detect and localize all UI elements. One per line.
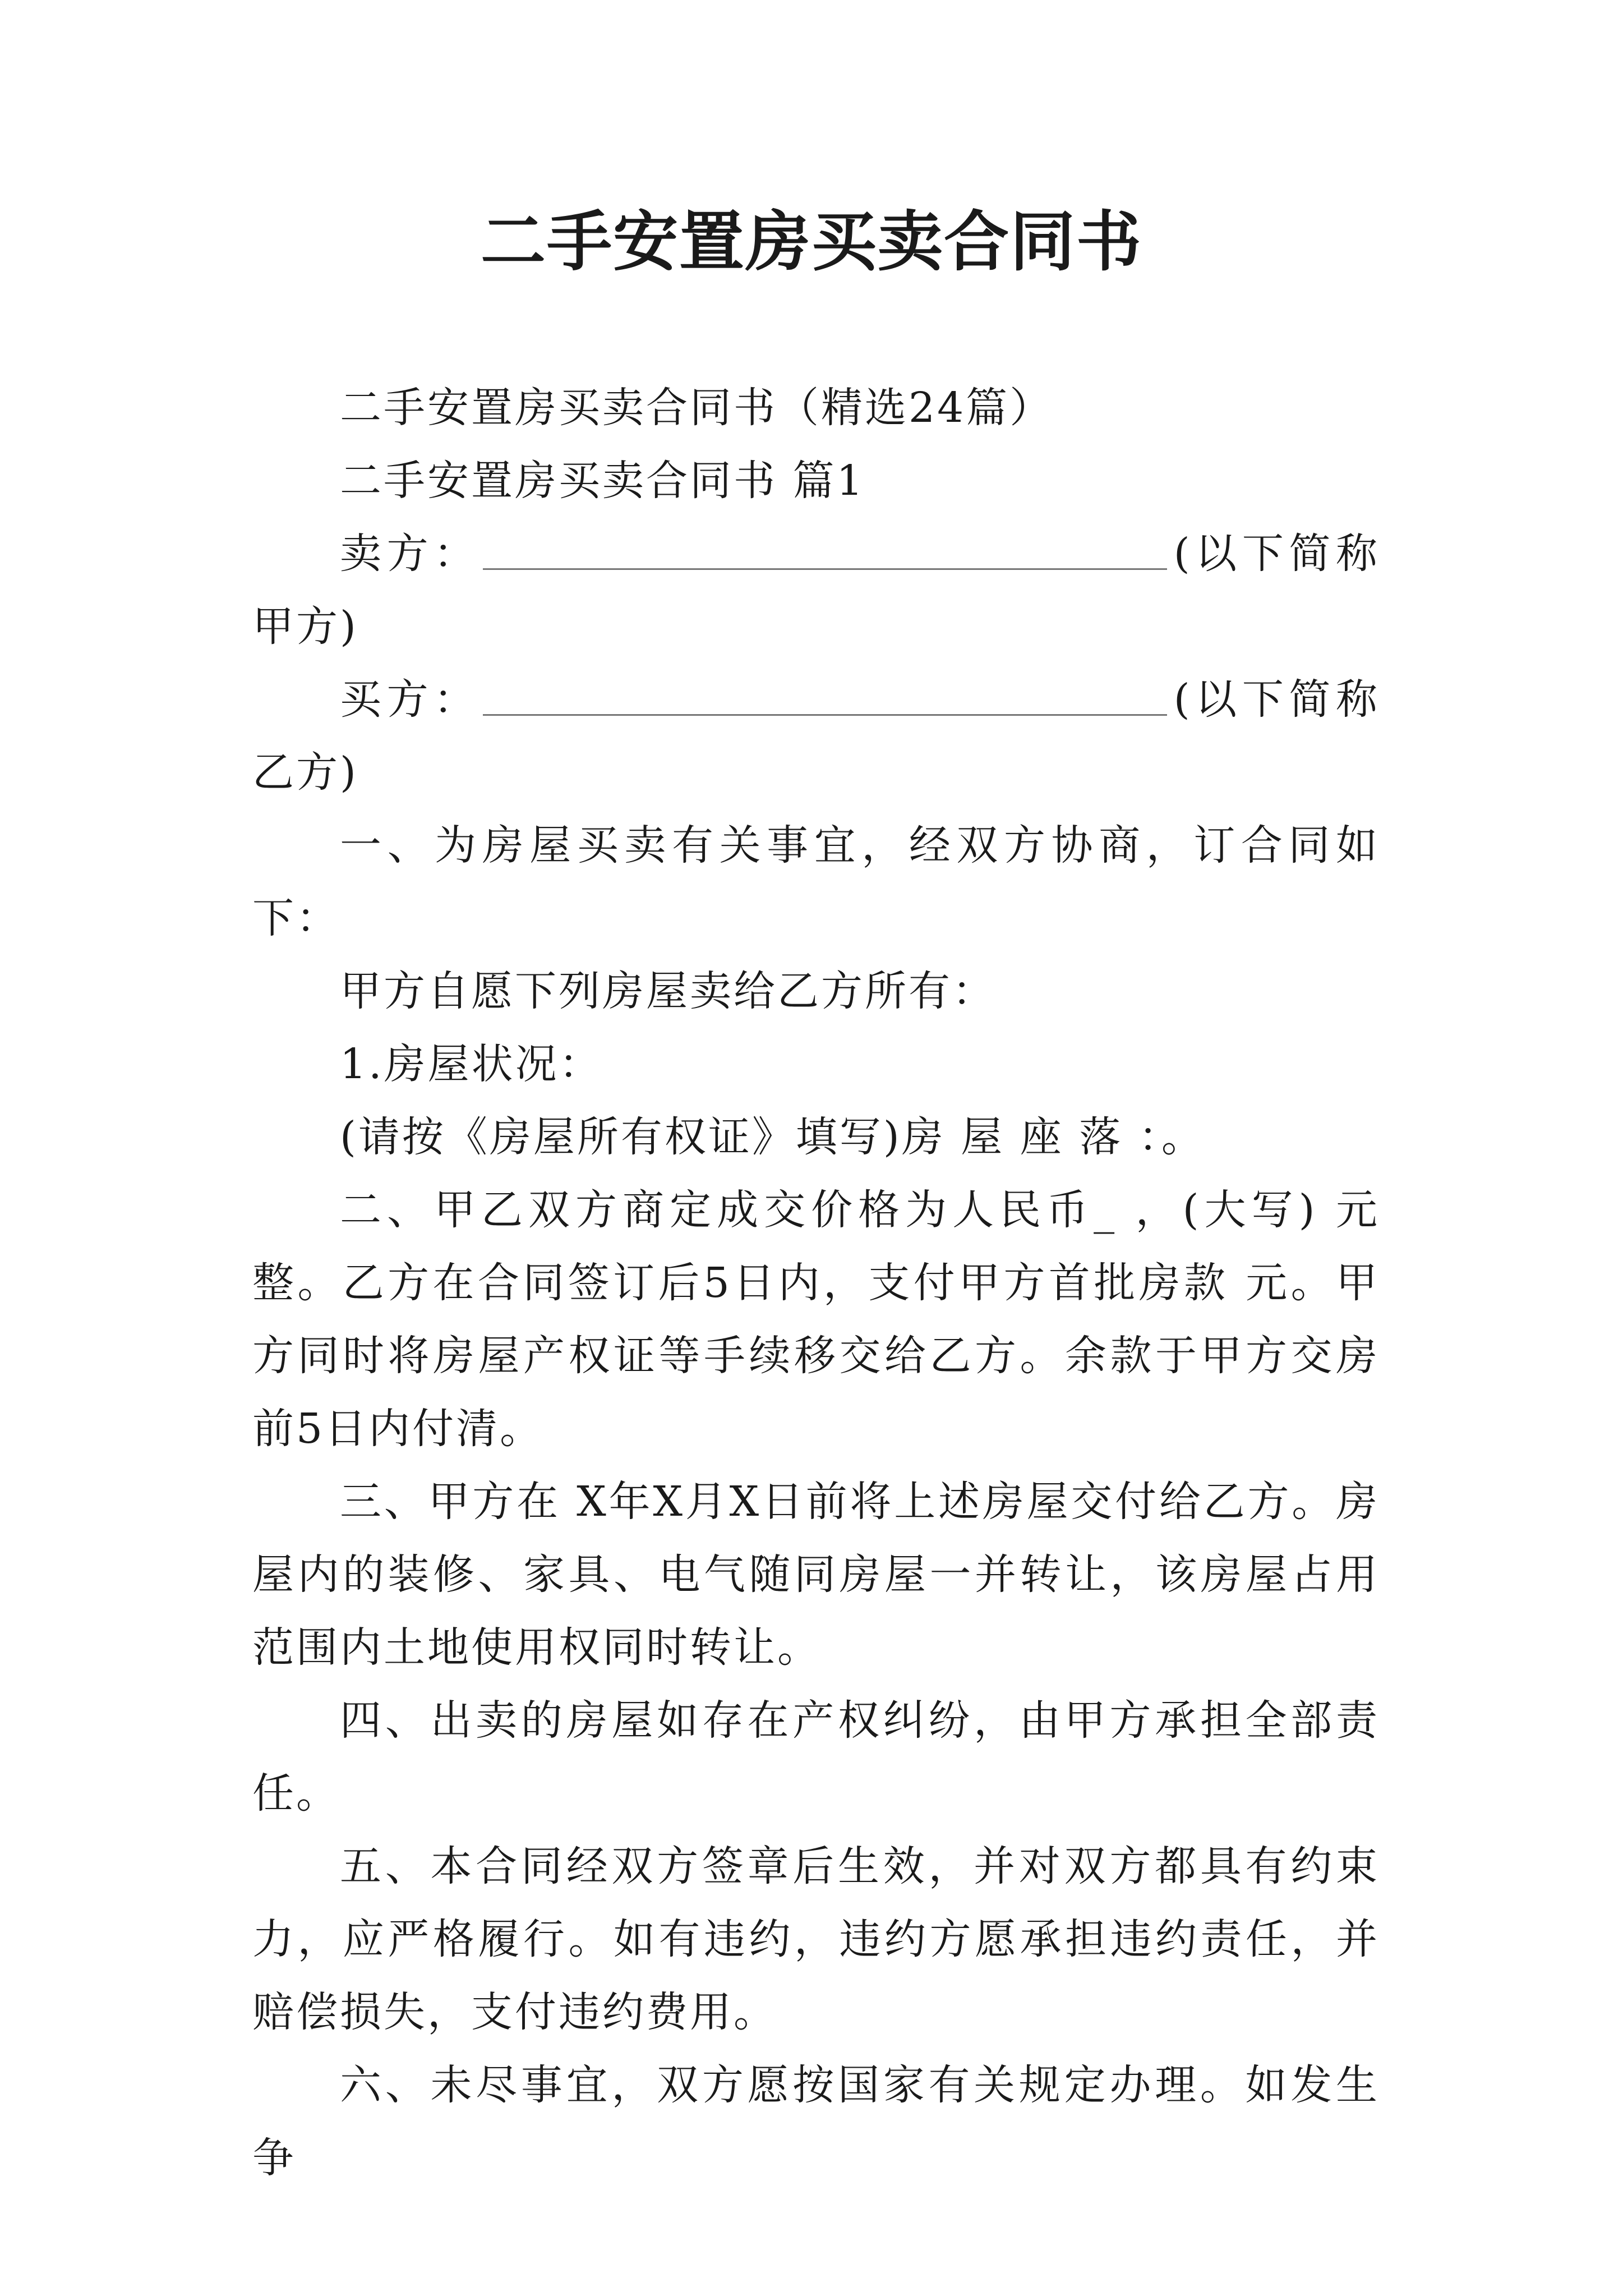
- paragraph-subtitle: 二手安置房买卖合同书（精选24篇）: [340, 384, 1054, 432]
- paragraph-seller: [252, 517, 1380, 663]
- seller-blank-line: [483, 529, 1167, 570]
- paragraph-house-status: 1.房屋状况：: [340, 1040, 603, 1088]
- paragraph-house-location: (请按《房屋所有权证》填写)房 屋 座 落 ：。: [340, 1113, 1205, 1161]
- document-body: [252, 371, 1380, 2194]
- buyer-label: 买方：: [340, 675, 481, 724]
- paragraph-buyer: [252, 663, 1380, 809]
- paragraph-section-heading: 二手安置房买卖合同书 篇1: [340, 457, 865, 505]
- paragraph-clause-1: 一、为房屋买卖有关事宜，经双方协商，订合同如下：: [252, 821, 1380, 942]
- buyer-suffix: (以下简称乙方): [252, 675, 1380, 797]
- paragraph-clause-3: 三、甲方在 X年X月X日前将上述房屋交付给乙方。房屋内的装修、家具、电气随同房屋一并转让，该房屋占用范围内土地使用权同时转让。: [252, 1478, 1380, 1672]
- paragraph-clause-2: 二、甲乙双方商定成交价格为人民币_ ，(大写) 元整。乙方在合同签订后5日内，支付甲方首批房款 元。甲方同时将房屋产权证等手续移交给乙方。余款于甲方交房前5日内付清。: [252, 1186, 1380, 1453]
- buyer-blank-line: [483, 675, 1167, 716]
- paragraph-clause-6: 六、未尽事宜，双方愿按国家有关规定办理。如发生争: [252, 2061, 1380, 2182]
- paragraph-transfer: 甲方自愿下列房屋卖给乙方所有：: [340, 967, 996, 1015]
- document-title: 二手安置房买卖合同书: [481, 204, 1142, 280]
- seller-suffix: (以下简称甲方): [252, 530, 1380, 651]
- seller-label: 卖方：: [340, 530, 481, 578]
- paragraph-clause-4: 四、出卖的房屋如存在产权纠纷，由甲方承担全部责任。: [252, 1696, 1380, 1818]
- paragraph-clause-5: 五、本合同经双方签章后生效，并对双方都具有约束力，应严格履行。如有违约，违约方愿承担违约责任，并赔偿损失，支付违约费用。: [252, 1842, 1380, 2036]
